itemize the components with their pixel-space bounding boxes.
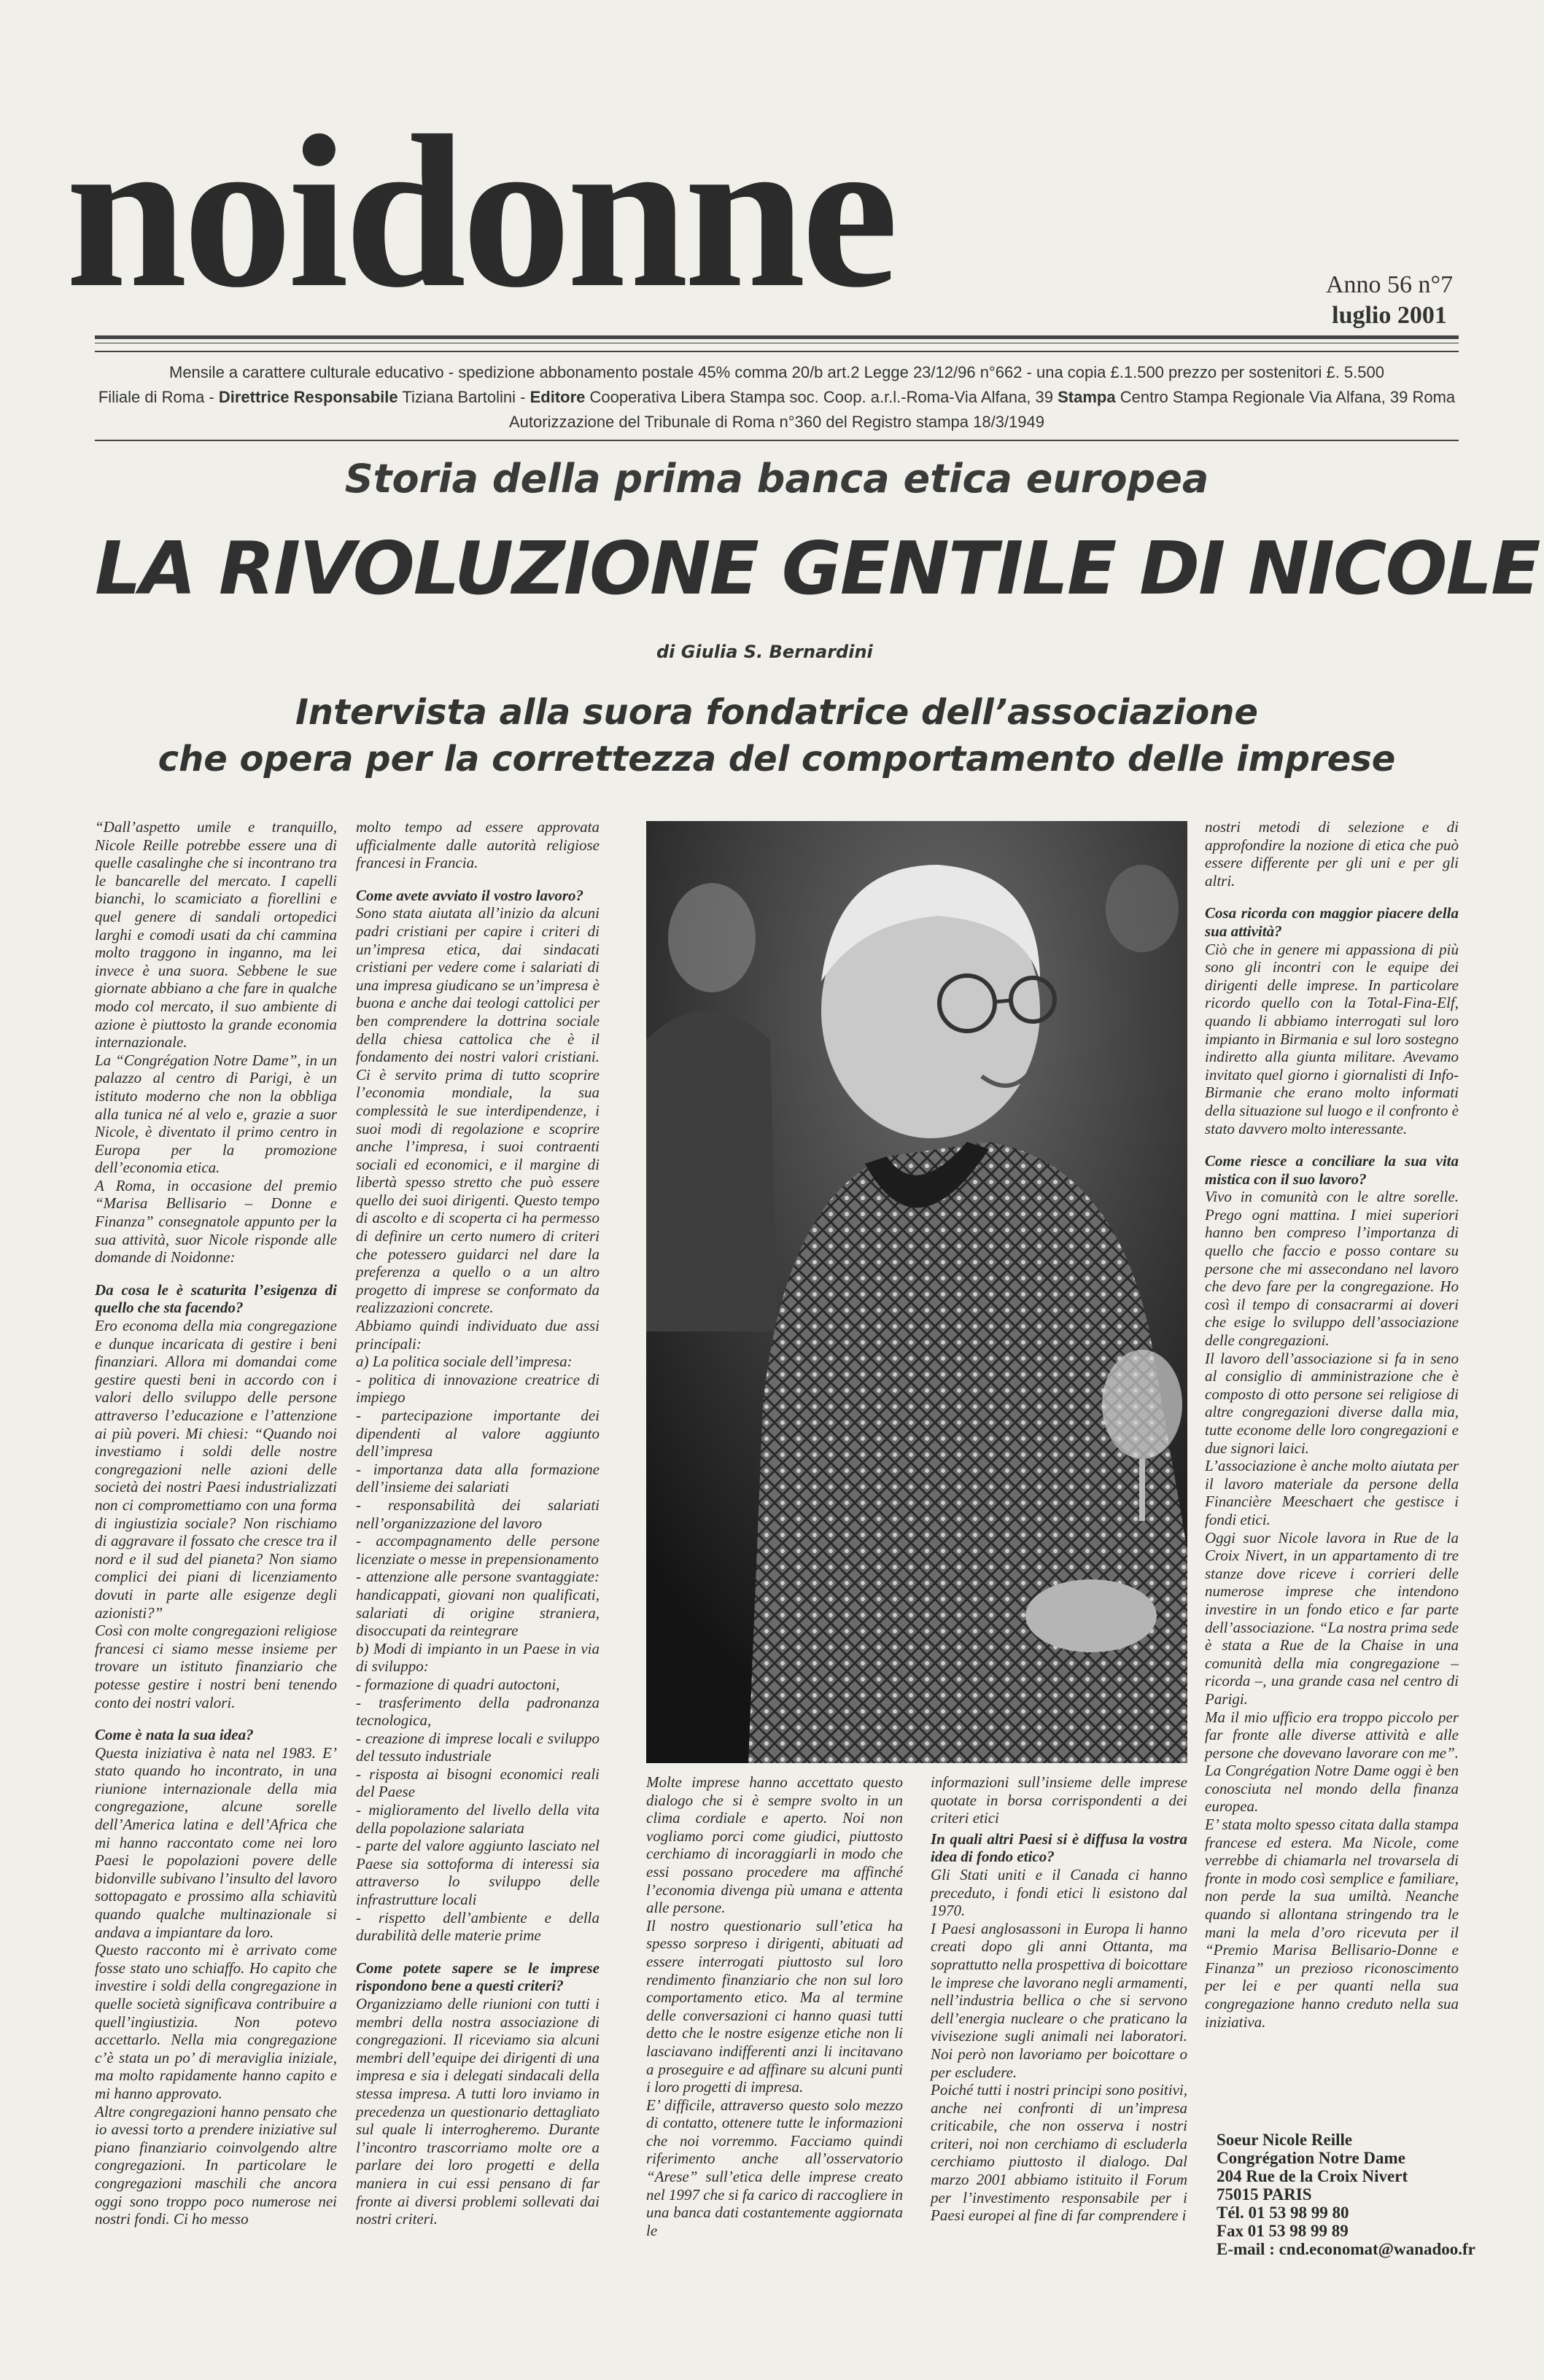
info-label-publisher: Editore	[529, 388, 586, 406]
paragraph: L’associazione è anche molto aiutata per il lavoro materiale da persone della Financière Meeschaert che gestisce i fondi etici.	[1205, 1457, 1459, 1528]
portrait-illustration	[646, 821, 1187, 1763]
deck-line-2: che opera per la correttezza del comportamento delle imprese	[158, 739, 1396, 779]
publication-info-line1: Mensile a carattere culturale educativo - spedizione abbonamento postale 45% comma 20/b art.2 Legge 23/12/96 n°662 - una copia £.1.500 prezzo per sostenitori £. 5.500	[169, 363, 1384, 381]
list-item: - formazione di quadri autoctoni,	[356, 1675, 560, 1693]
article-byline: di Giulia S. Bernardini	[656, 642, 873, 662]
contact-fax: Fax 01 53 98 99 89	[1217, 2222, 1349, 2240]
list-item: - responsabilità dei salariati nell’organizzazione del lavoro	[356, 1496, 600, 1532]
portrait-photo	[646, 821, 1187, 1763]
paragraph: Sono stata aiutata all’inizio da alcuni padri cristiani per capire i criteri di un’impresa etica, dai sindacati cristiani per vedere come i salariati di una impresa giudicano se un’impresa è buona e anche dai teologi cattolici per ben comprendere la dottrina sociale della chiesa cattolica che è il fondamento dei nostri valori cristiani. Ci è servito prima di tutto scoprire l’economia mondiale, la sua complessità le sue interdipendenze, i suoi modi di regolazione e scoprire anche l’impresa, i suoi contraenti sociali ed economici, e il margine di libertà spesso stretto che può essere quello dei suoi dirigenti. Questo tempo di ascolto e di scoperta ci ha permesso di definire un certo numero di criteri che potessero guidarci nel dare la preferenza a quello o a un altro progetto di imprese se conformato da realizzazioni concrete.	[356, 904, 600, 1317]
masthead-title: noidonne	[66, 90, 894, 332]
paragraph: nostri metodi di selezione e di approfondire la nozione di etica che può essere differente per gli uni e per gli altri.	[1205, 818, 1459, 890]
paragraph: informazioni sull’insieme delle imprese quotate in borsa corrispondenti a dei criteri etici	[931, 1773, 1187, 1827]
paragraph: Molte imprese hanno accettato questo dialogo che si è sempre svolto in un clima cordiale e aperto. Noi non vogliamo porci come giudici, piuttosto cerchiamo di incoraggiarli in modo che essi possano procedere ma affinché l’economia divenga più umana e attenta alle persone.	[646, 1773, 903, 1917]
paragraph: Così con molte congregazioni religiose francesi ci siamo messe insieme per trovare un istituto finanziario che potesse gestire i nostri beni tenendo conto dei nostri valori.	[95, 1622, 337, 1711]
article-column-4	[646, 1773, 903, 2239]
paragraph: Questo racconto mi è arrivato come fosse stato uno schiaffo. Ho capito che investire i soldi della congregazione in quelle società significava contribuire a quell’ingiustizia. Non potevo accettarlo. Nella mia congregazione c’è stata un po’ di meraviglia iniziale, ma molto rapidamente hanno capito e mi hanno approvato.	[95, 1941, 337, 2102]
interview-question: Da cosa le è scaturita l’esigenza di quello che sta facendo?	[95, 1280, 337, 1317]
paragraph: A Roma, in occasione del premio “Marisa Bellisario – Donne e Finanza” consegnatole appunto per la sua attività, suor Nicole risponde alle domande di Noidonne:	[95, 1176, 337, 1267]
contact-organization: Congrégation Notre Dame	[1217, 2149, 1405, 2167]
paragraph: Ma il mio ufficio era troppo piccolo per far fronte alle diverse attività e alle persone che dovevano lavorare con me”. La Congrégation Notre Dame oggi è ben conosciuta nel mondo della finanza europea.	[1205, 1708, 1459, 1816]
paragraph: Poiché tutti i nostri principi sono positivi, anche nei confronti di un’impresa criticabile, che non osserva i nostri criteri, noi non cerchiamo di escluderla cerchiamo piuttosto il dialogo. Dal marzo 2001 abbiamo istituito il Forum per l’investimento responsabile per i Paesi europei al fine di far comprendere i	[931, 2081, 1187, 2225]
masthead-rule-top	[95, 335, 1459, 339]
list-item: - importanza data alla formazione dell’insieme dei salariati	[356, 1460, 600, 1496]
list-item: - miglioramento del livello della vita della popolazione salariata	[356, 1801, 600, 1837]
publication-info-line3: Autorizzazione del Tribunale di Roma n°360 del Registro stampa 18/3/1949	[508, 413, 1044, 431]
deck-line-1: Intervista alla suora fondatrice dell’associazione	[295, 692, 1258, 733]
paragraph: Ciò che in genere mi appassiona di più sono gli incontri con le equipe dei dirigenti delle imprese. In particolare ricordo quello con la Total-Fina-Elf, quando li abbiamo interrogati sul loro impianto in Birmania e sul loro sostegno indiretto alla giunta militare. Avevamo invitato quel giorno i giornalisti di Info-Birmanie che erano molto informati della situazione sul luogo e il confronto è stato davvero molto interessante.	[1205, 940, 1459, 1138]
list-item: - attenzione alle persone svantaggiate: handicappati, giovani non qualificati, salariati di origine straniera, disoccupati da reintegrare	[356, 1568, 600, 1640]
paragraph: E’ difficile, attraverso questo solo mezzo di contatto, ottenere tutte le informazioni che noi vorremmo. Facciamo quindi riferimento anche all’osservatorio “Arese” sull’etica delle imprese creato nel 1997 che si fa carico di raccogliere in una banca dati costantemente aggiornata le	[646, 2096, 903, 2239]
info-text: Centro Stampa Regionale Via Alfana, 39 Roma	[1115, 388, 1456, 406]
list-item: - accompagnamento delle persone licenziate o messe in prepensionamento	[356, 1532, 600, 1568]
paragraph: Organizziamo delle riunioni con tutti i membri della nostra associazione di congregazioni. Il riceviamo sia alcuni membri dell’equipe dei dirigenti di una impresa e sia i delegati sindacali della stessa impresa. A tutti loro inviamo in precedenza un questionario dettagliato sul quale li interrogheremo. Durante l’incontro trascorriamo molte ore a parlare dei loro progetti e della maniera in cui essi pensano di far fronte ai diversi problemi sollevati dai nostri criteri.	[356, 1995, 600, 2228]
interview-question: In quali altri Paesi si è diffusa la vostra idea di fondo etico?	[931, 1829, 1187, 1866]
issue-date: luglio 2001	[1332, 302, 1447, 329]
contact-city: 75015 PARIS	[1217, 2185, 1312, 2204]
list-item: - parte del valore aggiunto lasciato nel Paese sia sottoforma di interessi sia attraverso lo sviluppo delle infrastrutture locali	[356, 1837, 600, 1909]
article-headline: LA RIVOLUZIONE GENTILE DI NICOLE	[95, 526, 1540, 611]
paragraph: La “Congrégation Notre Dame”, in un palazzo al centro di Parigi, è un istituto moderno che non la obbliga alla tunica né al velo e, grazie a suor Nicole, è diventato il primo centro in Europa per la promozione dell’economia etica.	[95, 1051, 337, 1177]
info-label-director: Direttrice Responsabile	[218, 388, 398, 406]
info-rule	[95, 440, 1459, 441]
info-text: Filiale di Roma -	[98, 388, 219, 406]
paragraph: Oggi suor Nicole lavora in Rue de la Croix Nivert, in un appartamento di tre stanze dove riceve i corrieri delle numerose imprese che intendono investire in un fondo etico e far parte dell’associazione. “La nostra prima sede è stata a Rue de la Chaise in una comunità della mia congregazione – ricorda –, una grande casa nel centro di Parigi.	[1205, 1528, 1459, 1708]
list-item: - rispetto dell’ambiente e della durabilità delle materie prime	[356, 1908, 600, 1945]
list-item: - partecipazione importante dei dipendenti al valore aggiunto dell’impresa	[356, 1407, 600, 1461]
paragraph: Questa iniziativa è nata nel 1983. E’ stato quando ho incontrato, in una riunione internazionale della mia congregazione, alcune sorelle dell’America latina e dell’Africa che mi hanno raccontato come nei loro Paesi le popolazioni povere delle bidonville subivano l’insulto del lavoro sottopagato e prossimo alla schiavitù quando qualche multinazionale si andava a impiantare da loro.	[95, 1743, 337, 1941]
list-item: - trasferimento della padronanza tecnologica,	[356, 1693, 600, 1730]
interview-question: Come avete avviato il vostro lavoro?	[356, 886, 584, 904]
contact-street: 204 Rue de la Croix Nivert	[1217, 2167, 1408, 2185]
paragraph: “Dall’aspetto umile e tranquillo, Nicole Reille potrebbe essere una di quelle casalinghe che si incontrano tra le bancarelle del mercato. I capelli bianchi, lo scamiciato a fiorellini e quel genere di sandali ortopedici larghi e comodi usati da chi cammina molto traggono in inganno, ma lei invece è una suora. Sebbene le sue giornate abbiano a che fare in qualche modo col mercato, il suo ambiente di azione è piuttosto la grande economia internazionale.	[95, 818, 337, 1051]
article-column-1	[95, 818, 337, 2228]
paragraph: I Paesi anglosassoni in Europa li hanno creati dopo gli anni Ottanta, ma soprattutto nella prospettiva di boicottare le imprese che lavorano negli armamenti, nell’industria bellica o che si servono dell’energia nucleare o che praticano la vivisezione sugli animali nei laboratori. Noi però non lavoriamo per boicottare o per escludere.	[931, 1919, 1187, 2081]
publication-info-line2	[95, 385, 1459, 410]
list-item: - risposta ai bisogni economici reali del Paese	[356, 1765, 600, 1801]
paragraph: Il lavoro dell’associazione si fa in seno al consiglio di amministrazione che è composto di otto persone sei religiose di altre congregazioni diverse dalla mia, tutte econome delle loro congregazioni e due signori laici.	[1205, 1349, 1459, 1457]
contact-phone: Tél. 01 53 98 99 80	[1217, 2204, 1349, 2222]
contact-name: Soeur Nicole Reille	[1217, 2131, 1353, 2149]
paragraph: Vivo in comunità con le altre sorelle. Prego ogni mattina. I miei superiori hanno ben compreso l’importanza di quello che faccio e posso contare su persone che mi assecondano nel lavoro che devo fare per la congregazione. Ho così il tempo di consacrarmi ai doveri che esige lo sviluppo dell’associazione delle congregazioni.	[1205, 1188, 1459, 1350]
paragraph: Ero economa della mia congregazione e dunque incaricata di gestire i beni finanziari. Allora mi domandai come gestire questi beni in accordo con i valori dello sviluppo delle persone attraverso l’educazione e l’attenzione ai più poveri. Mi chiesi: “Quando noi investiamo i soldi delle nostre congregazioni nelle azioni delle società dei nostri Paesi industrializzati non ci compromettiamo con una forma di ingiustizia sociale? Non rischiamo di aggravare il fossato che cresce tra il nord e il sud del pianeta? Non siamo complici dei piani di licenziamento dovuti in parte alle esigenze degli azionisti?”	[95, 1317, 337, 1622]
article-kicker: Storia della prima banca etica europea	[344, 456, 1209, 502]
article-column-2	[356, 818, 600, 2228]
list-item: - creazione di imprese locali e sviluppo del tessuto industriale	[356, 1729, 600, 1765]
paragraph: Il nostro questionario sull’etica ha spesso sorpreso i dirigenti, abituati ad essere interrogati piuttosto sul loro rendimento finanziario che non sul loro comportamento etico. Ma al termine delle conversazioni ci hanno quasi tutti detto che le nostre esigenze etiche non li lasciavano indifferenti anzi li incitavano a proseguire e ad affinare su alcuni punti i loro progetti di impresa.	[646, 1916, 903, 2096]
paragraph: Abbiamo quindi individuato due assi principali:	[356, 1317, 600, 1353]
article-deck	[95, 689, 1459, 782]
interview-question: Come riesce a conciliare la sua vita mistica con il suo lavoro?	[1205, 1152, 1459, 1188]
issue-number: Anno 56 n°7	[1325, 271, 1454, 298]
paragraph: Altre congregazioni hanno pensato che io avessi torto a prendere iniziative sul piano finanziario coinvolgendo altre congregazioni. In particolare le congregazioni maschili che ancora oggi sono troppo poco numerose nei nostri fondi. Ci ho messo	[95, 2102, 337, 2228]
info-text: Cooperativa Libera Stampa soc. Coop. a.r.l.-Roma-Via Alfana, 39	[585, 388, 1058, 406]
interview-question: Cosa ricorda con maggior piacere della sua attività?	[1205, 904, 1459, 940]
paragraph: molto tempo ad essere approvata ufficialmente dalle autorità religiose francesi in Francia.	[356, 818, 600, 872]
contact-email: E-mail : cnd.economat@wanadoo.fr	[1217, 2240, 1475, 2258]
issue-info	[1320, 270, 1459, 331]
interview-question: Come potete sapere se le imprese rispondono bene a questi criteri?	[356, 1959, 600, 1995]
paragraph: E’ stata molto spesso citata dalla stampa francese ed estera. Ma Nicole, come verrebbe di chiamarla nel trovarsela di fronte in modo così semplice e familiare, non perde la sua umiltà. Neanche quando si allontana stringendo tra le mani la mela d’oro ricevuta per il “Premio Marisa Bellisario-Donne e Finanza” un prezioso riconoscimento per lei e per quanti nella sua congregazione hanno creduto nella sua iniziativa.	[1205, 1816, 1459, 2031]
info-label-print: Stampa	[1058, 388, 1116, 406]
article-column-5	[931, 1773, 1187, 2225]
list-heading: b) Modi di impianto in un Paese in via di sviluppo:	[356, 1639, 600, 1676]
article-column-3	[1205, 818, 1459, 2031]
masthead-rule-bottom	[95, 351, 1459, 352]
contact-block	[1217, 2131, 1475, 2258]
paragraph: Gli Stati uniti e il Canada ci hanno preceduto, i fondi etici li esistono dal 1970.	[931, 1865, 1187, 1920]
list-heading: a) La politica sociale dell’impresa:	[356, 1353, 573, 1371]
info-text: Tiziana Bartolini -	[397, 388, 530, 406]
list-item: - politica di innovazione creatrice di impiego	[356, 1370, 600, 1407]
interview-question: Come è nata la sua idea?	[95, 1726, 254, 1744]
